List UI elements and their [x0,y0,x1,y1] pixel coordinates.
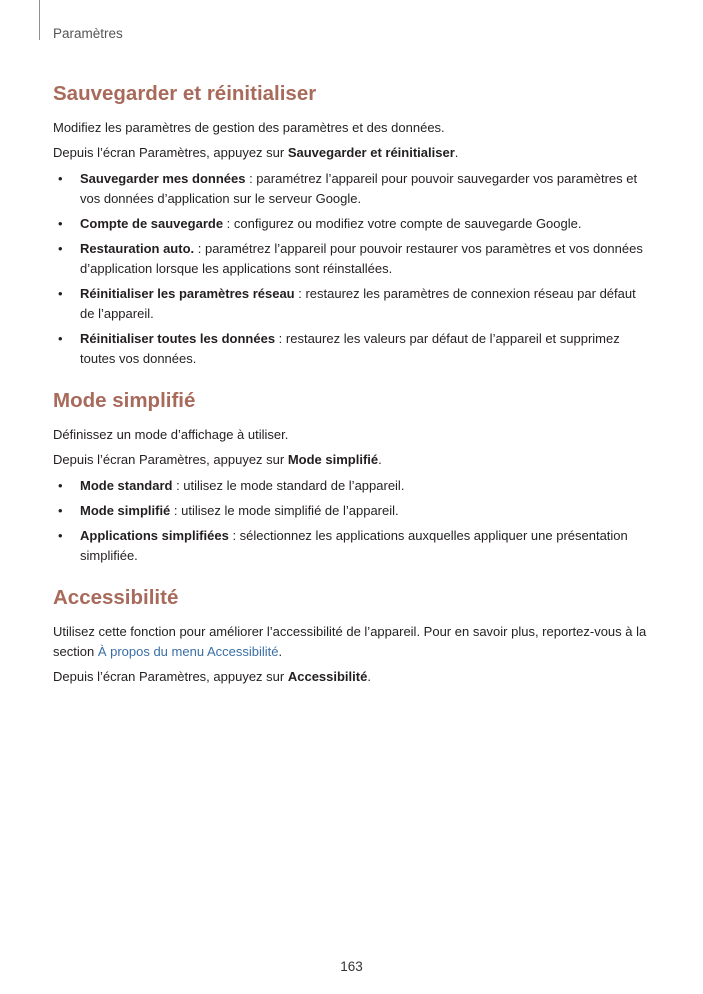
section-backup-reset [53,80,653,369]
menu-target: Accessibilité [287,669,368,684]
option-list [53,169,653,369]
section-intro: Modifiez les paramètres de gestion des paramètres et des données. [53,120,445,135]
section-accessibility [53,584,653,687]
option-term: Mode simplifié [80,503,171,518]
list-item [53,526,653,566]
option-term: Restauration auto. [80,241,195,256]
section-title: Accessibilité [53,586,179,609]
navigation-path: Depuis l’écran Paramètres, appuyez sur Mode simplifié. [53,452,382,467]
bullet-icon: • [58,528,63,543]
page-number: 163 [340,959,363,974]
list-item [53,239,653,279]
list-item [53,284,653,324]
option-term: Réinitialiser les paramètres réseau [80,286,295,301]
accessibility-link[interactable]: À propos du menu Accessibilité [97,644,279,659]
section-title: Sauvegarder et réinitialiser [53,82,317,105]
option-term: Compte de sauvegarde [80,216,224,231]
section-title: Mode simplifié [53,389,196,412]
list-item [53,329,653,369]
option-term: Réinitialiser toutes les données [80,331,276,346]
bullet-icon: • [58,503,63,518]
section-intro: Définissez un mode d’affichage à utiliser. [53,427,289,442]
list-item [53,476,653,496]
option-term: Applications simplifiées [80,528,229,543]
option-term: Sauvegarder mes données [80,171,246,186]
navigation-path: Depuis l’écran Paramètres, appuyez sur Accessibilité. [53,669,371,684]
bullet-icon: • [58,241,63,256]
list-item [53,169,653,209]
option-desc: : paramétrez l’appareil pour pouvoir restaurer vos paramètres et vos données d’application lorsque les applications sont réinstallées. [80,241,643,276]
option-desc: : configurez ou modifiez votre compte de sauvegarde Google. [223,216,582,231]
bullet-icon: • [58,216,63,231]
main-content [53,80,653,705]
running-header: Paramètres [53,26,123,41]
list-item [53,501,653,521]
menu-target: Mode simplifié [287,452,379,467]
option-desc: : restaurez les paramètres de connexion réseau par défaut de l’appareil. [80,286,636,321]
option-desc: : paramétrez l’appareil pour pouvoir sauvegarder vos paramètres et vos données d’application sur le serveur Google. [80,171,638,206]
option-desc: : sélectionnez les applications auxquelles appliquer une présentation simplifiée. [80,528,628,563]
option-desc: : utilisez le mode standard de l’appareil. [172,478,405,493]
navigation-path: Depuis l’écran Paramètres, appuyez sur Sauvegarder et réinitialiser. [53,145,459,160]
menu-target: Sauvegarder et réinitialiser [287,145,455,160]
section-easy-mode [53,387,653,566]
option-list [53,476,653,566]
option-term: Mode standard [80,478,173,493]
section-intro: Utilisez cette fonction pour améliorer l’accessibilité de l’appareil. Pour en savoir plus, reportez-vous à la section À propos du menu Accessibilité. [53,624,647,659]
bullet-icon: • [58,478,63,493]
list-item [53,214,653,234]
option-desc: : restaurez les valeurs par défaut de l’appareil et supprimez toutes vos données. [80,331,620,366]
bullet-icon: • [58,331,63,346]
option-desc: : utilisez le mode simplifié de l’appareil. [170,503,399,518]
bullet-icon: • [58,286,63,301]
bullet-icon: • [58,171,63,186]
header-rule [39,0,40,40]
